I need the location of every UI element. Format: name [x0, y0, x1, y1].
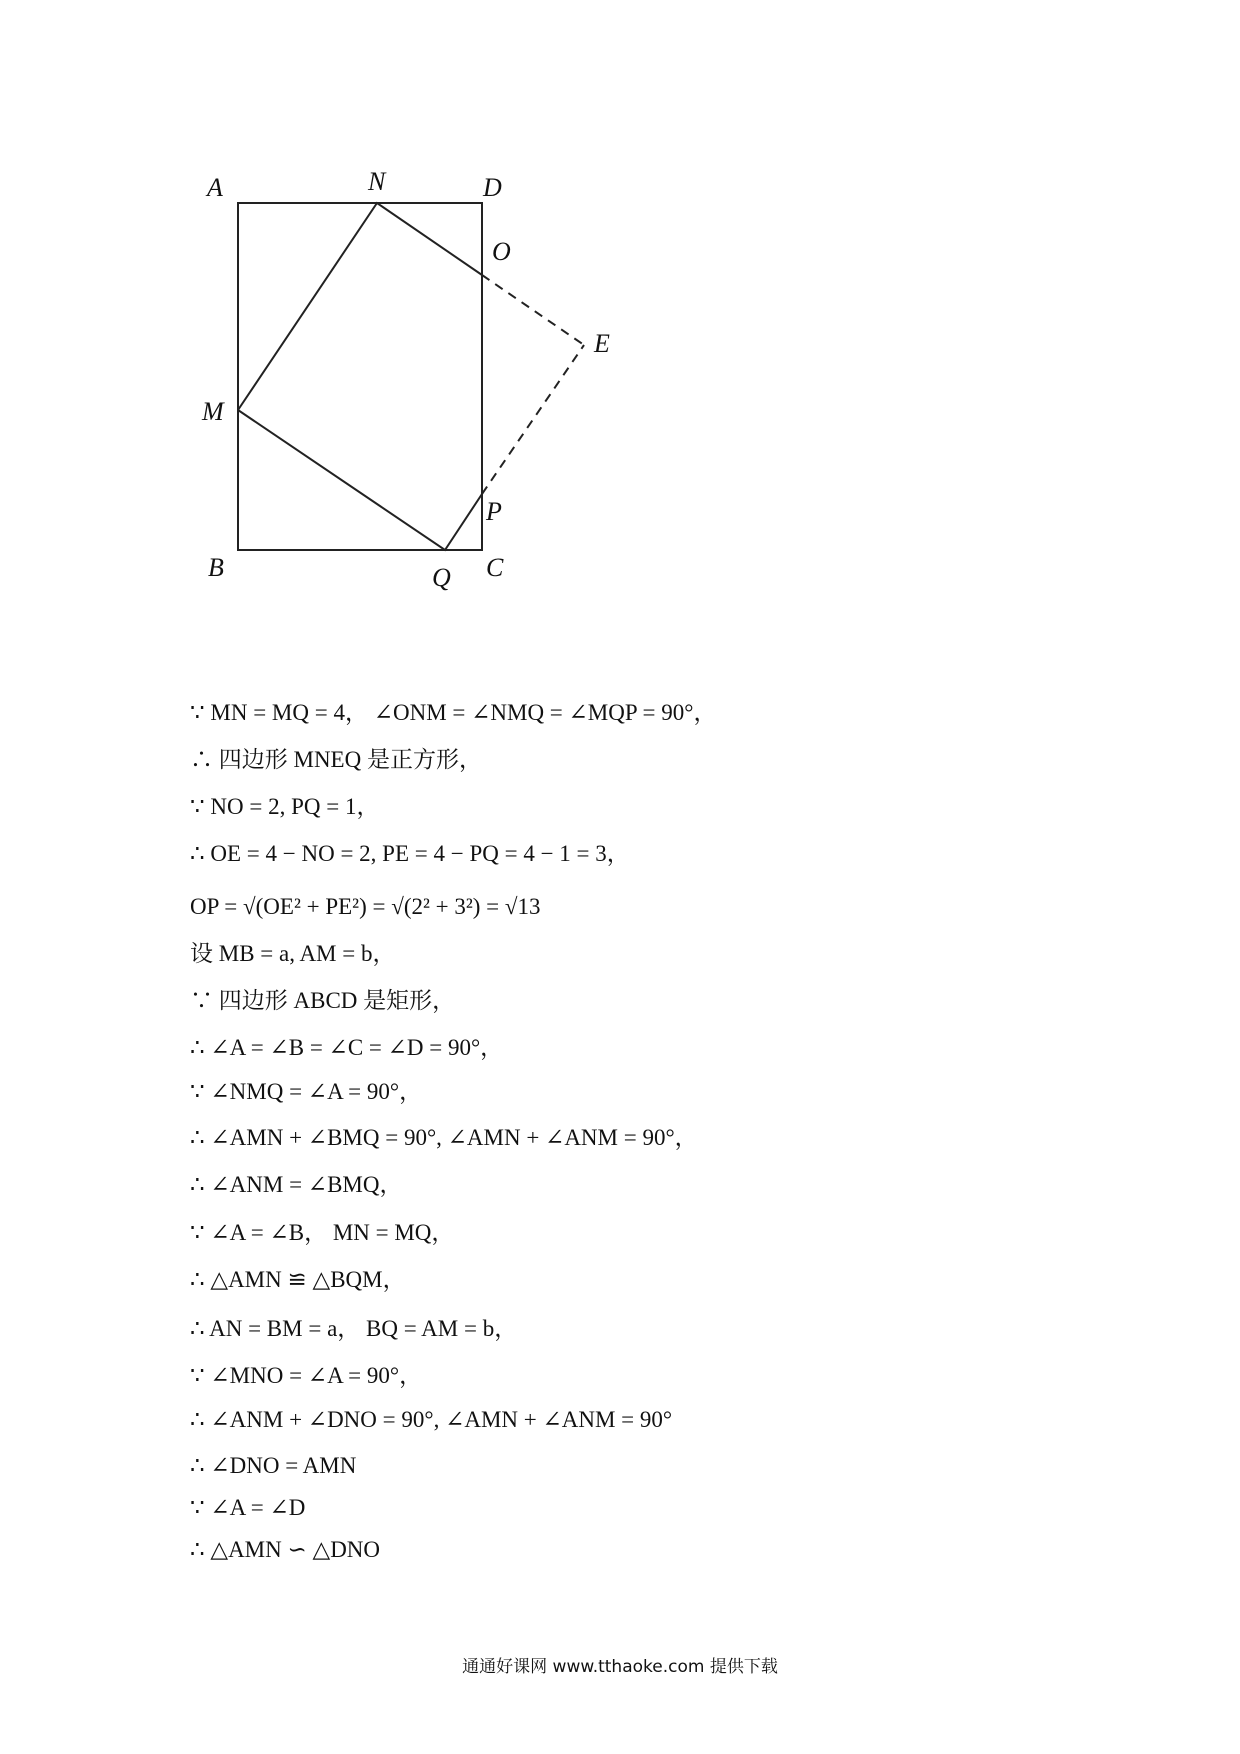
label-a: A [207, 173, 223, 202]
solution-line: ∵ NO = 2, PQ = 1， [190, 794, 380, 819]
solution-line: ∴ AN = BM = a， BQ = AM = b， [190, 1316, 518, 1341]
solution-line: ∴ 四边形 MNEQ 是正方形， [190, 747, 482, 772]
dashed-o-e [482, 275, 584, 345]
page-footer: 通通好课网 www.tthaoke.com 提供下载 [462, 1657, 778, 1677]
label-q: Q [432, 563, 451, 592]
solution-line: ∴ ∠DNO = AMN [190, 1453, 357, 1478]
solution-line: ∴ OE = 4 − NO = 2, PE = 4 − PQ = 4 − 1 = 3， [190, 841, 630, 866]
label-b: B [208, 553, 224, 582]
solution-line: ∴ ∠ANM = ∠BMQ， [190, 1172, 403, 1197]
solution-line: ∴ ∠A = ∠B = ∠C = ∠D = 90°， [190, 1035, 504, 1060]
solution-line: ∵ ∠A = ∠D [190, 1495, 306, 1520]
dashed-p-e [482, 345, 584, 494]
solution-line: ∴ △AMN ≌ △BQM， [190, 1267, 406, 1292]
label-e: E [594, 329, 610, 358]
solution-line: ∵ ∠A = ∠B， MN = MQ， [190, 1220, 455, 1245]
solution-line: ∵ 四边形 ABCD 是矩形， [190, 988, 456, 1013]
geometry-figure [180, 150, 660, 610]
solution-line: ∵ MN = MQ = 4， ∠ONM = ∠NMQ = ∠MQP = 90°， [190, 700, 717, 725]
solution-line: ∴ ∠ANM + ∠DNO = 90°, ∠AMN + ∠ANM = 90° [190, 1407, 673, 1432]
solution-line: ∴ △AMN ∽ △DNO [190, 1537, 381, 1562]
label-d: D [483, 173, 502, 202]
solution-line: ∴ ∠AMN + ∠BMQ = 90°, ∠AMN + ∠ANM = 90°， [190, 1125, 698, 1150]
label-n: N [368, 167, 386, 196]
rectangle-abcd [238, 203, 482, 550]
label-o: O [492, 237, 511, 266]
segment-m-n-o [238, 203, 482, 410]
solution-line: OP = √(OE² + PE²) = √(2² + 3²) = √13 [190, 894, 541, 919]
solution-line: ∵ ∠NMQ = ∠A = 90°， [190, 1079, 423, 1104]
solution-line: ∵ ∠MNO = ∠A = 90°， [190, 1363, 423, 1388]
label-m: M [202, 397, 224, 426]
label-c: C [486, 553, 504, 582]
label-p: P [486, 497, 502, 526]
segment-m-q-p [238, 410, 482, 550]
solution-line: 设 MB = a, AM = b， [190, 941, 396, 966]
